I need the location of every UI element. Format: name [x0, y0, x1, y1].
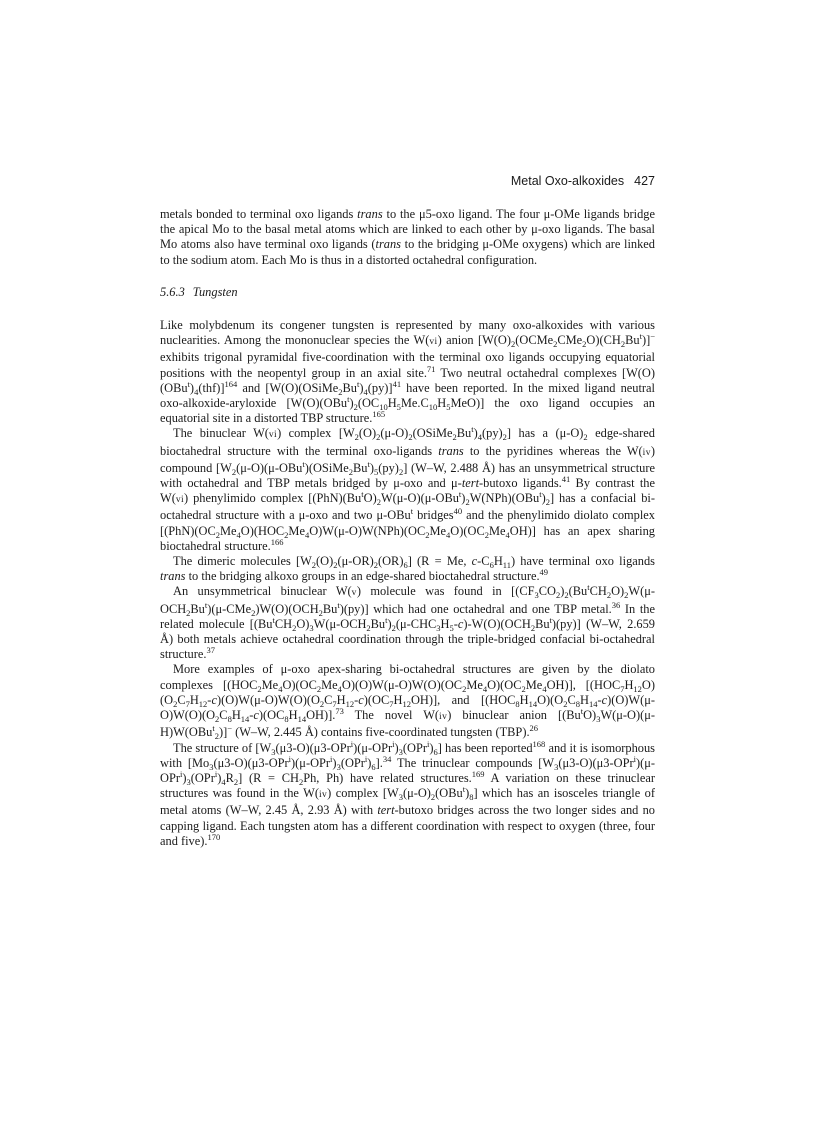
page-number: 427	[634, 174, 655, 188]
paragraph: Like molybdenum its congener tungsten is represented by many oxo-alkoxides with various nuclearities. Among the mononuclear species the W(vi) anion $[W(O)_2(OCMe_2CMe_2O)(CH_2Bu^t)]^-$ exhibits trigonal pyramidal five-coordination with the terminal oxo ligands occupying equatorial positions with the neopentyl group in an axial site.$^{71}$ Two neutral octahedral complexes $[W(O)(OBu^t)_4(thf)]^{164}$ and $[W(O)(OSiMe_2Bu^t)_4(py)]^{41}$ have been reported. In the mixed ligand neutral oxo-alkoxide-aryloxide $[W(O)(OBu^t)_2(OC_{10}H_5Me.C_{10}H_5MeO)]$ the oxo ligand occupies an equatorial site in a distorted TBP structure.$^{165}$	[160, 318, 656, 426]
paragraph: An unsymmetrical binuclear W(v) molecule was found in $[(CF_3CO_2)_2(Bu^tCH_2O)_2W(\mu-OCH_2Bu^t)(\mu-CMe_2)W(O)(OCH_2Bu^t)(py)]$ which had one octahedral and one TBP metal.$^{36}$ In the related molecule $[(Bu^tCH_2O)_3W(\mu-OCH_2Bu^t)_2(\mu-CHC_3H_5-c)-W(O)(OCH_2Bu^t)(py)]$ (W–W, 2.659 Å) both metals achieve octahedral coordination through the triple-bridged confacial bi-octahedral structure.$^{37}$	[160, 582, 656, 662]
section-heading	[160, 285, 655, 300]
paragraph: The binuclear W(vi) complex $[W_2(O)_2(\mu-O)_2(OSiMe_2Bu^t)_4(py)_2]$ has a $(\mu-O)_2$ edge-shared bioctahedral structure with the terminal oxo-ligands trans to the pyridines whereas the W(iv) compound $[W_2(\mu-O)(\mu-OBu^t)(OSiMe_2Bu^t)_5(py)_2]$ (W–W, 2.488 Å) has an unsymmetrical structure with octahedral and TBP metals bridged by μ-oxo and μ-tert-butoxo ligands.$^{41}$ By contrast the W(vi) phenylimido complex $[(PhN)(Bu^tO)_2W(\mu-O)(\mu-OBu^t)_2W(NPh)(OBu^t)_2]$ has a confacial bi-octahedral structure with a μ-oxo and two μ-OBu$^t$ bridges$^{40}$ and the phenylimido diolato complex $[(PhN)(OC_2Me_4O)(HOC_2Me_4O)W(\mu-O)W(NPh)(OC_2Me_4O)(OC_2Me_4OH)]$ has an apex sharing bioctahedral structure.$^{166}$	[160, 424, 655, 553]
running-header	[160, 173, 655, 189]
running-title: Metal Oxo-alkoxides	[510, 174, 625, 188]
paragraph: The structure of $[W_3(\mu 3-O)(\mu 3-OPr^i)(\mu-OPr^i)_3(OPr^i)_6]$ has been reported$^{168}$ and it is isomorphous with $[Mo_3(\mu 3-O)(\mu 3-OPr^i)(\mu-OPr^i)_3(OPr^i)_6].^{34}$ The trinuclear compounds $[W_3(\mu 3-O)(\mu 3-OPr^i)(\mu-OPr^i)_3(OPr^i)_4R_2] (R = CH_2Ph$, Ph) have related structures.$^{169}$ A variation on these trinuclear structures was found in the W(iv) complex $[W_3(\mu-O)_2(OBu^t)_8]$ which has an isosceles triangle of metal atoms (W–W, 2.45 Å, 2.93 Å) with tert-butoxo bridges across the two longer sides and no capping ligand. Each tungsten atom has a different coordination with respect to oxygen (three, four and five).$^{170}$	[160, 738, 656, 848]
paragraph: More examples of μ-oxo apex-sharing bi-octahedral structures are given by the diolato complexes $[(HOC_2Me_4O)(OC_2Me_4O)(O)W(\mu-O)W(O)(OC_2Me_4O)(OC_2Me_4OH)]$, $[(HOC_7H_{12}O)(O_2C_7H_{12}-c)(O)W(\mu-O)W(O)(O_2C_7H_{12}-c)(OC_7H_{12}OH)]$, and $[(HOC_8H_{14}O)(O_2C_8H_{14}-c)(O)W(\mu-O)W(O)(O_2C_8H_{14}-c)(OC_8H_{14}OH)].^{73}$ The novel W(iv) binuclear anion $[(Bu^tO)_3W(\mu-O)(\mu-H)W(OBu^t_2)]^-$ (W–W, 2.445 Å) contains five-coordinated tungsten (TBP).$^{26}$	[160, 662, 655, 742]
section-number: 5.6.3	[160, 284, 185, 299]
section-title: Tungsten	[192, 284, 238, 299]
article-body	[160, 207, 655, 849]
paragraph: The dimeric molecules $[W_2(O)_2(\mu-OR)_2(OR)_6] (R = Me$, $c-C_6H_{11}$) have terminal oxo ligands trans to the bridging alkoxo groups in an edge-shared bioctahedral structure.$^{49}$	[160, 554, 655, 584]
paragraph: metals bonded to terminal oxo ligands trans to the μ5-oxo ligand. The four μ-OMe ligands bridge the apical Mo to the basal metal atoms which are linked to each other by μ-oxo ligands. The basal Mo atoms also have terminal oxo ligands (trans to the bridging μ-OMe oxygens) which are linked to the sodium atom. Each Mo is thus in a distorted octahedral configuration.	[160, 207, 655, 267]
